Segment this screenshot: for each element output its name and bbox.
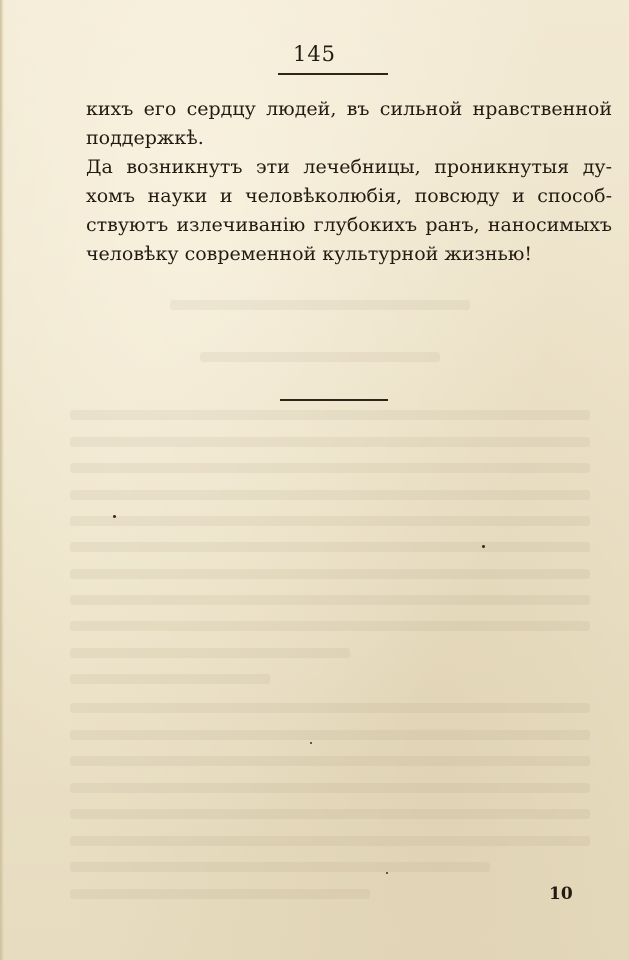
text-line: Да возникнутъ эти лечебницы, проникнутыя ду- bbox=[86, 156, 612, 178]
paragraph-continued bbox=[86, 95, 612, 153]
show-through-mark bbox=[70, 542, 590, 552]
show-through-mark bbox=[70, 889, 370, 899]
section-end-rule bbox=[280, 399, 388, 401]
show-through-mark bbox=[70, 410, 590, 420]
show-through-mark bbox=[70, 621, 590, 631]
show-through-mark bbox=[200, 352, 440, 362]
show-through-mark bbox=[70, 730, 590, 740]
show-through-mark bbox=[70, 703, 590, 713]
show-through-mark bbox=[70, 783, 590, 793]
text-line: человѣку современной культурной жизнью! bbox=[86, 243, 533, 265]
page-number: 145 bbox=[292, 42, 337, 66]
show-through-mark bbox=[70, 437, 590, 447]
text-line: ствуютъ излечиванію глубокихъ ранъ, наносимыхъ bbox=[86, 214, 612, 236]
show-through-mark bbox=[70, 463, 590, 473]
show-through-mark bbox=[70, 490, 590, 500]
ink-speck bbox=[310, 742, 312, 744]
ink-speck bbox=[113, 515, 116, 518]
text-line: кихъ его сердцу людей, въ сильной нравственной bbox=[86, 98, 612, 120]
text-line: хомъ науки и человѣколюбія, повсюду и способ- bbox=[86, 185, 612, 207]
show-through-mark bbox=[70, 836, 590, 846]
page-edge-shadow bbox=[0, 0, 4, 960]
show-through-mark bbox=[70, 862, 490, 872]
show-through-mark bbox=[170, 300, 470, 310]
ink-speck bbox=[482, 545, 485, 548]
show-through-mark bbox=[70, 648, 350, 658]
text-line: поддержкѣ. bbox=[86, 127, 204, 149]
show-through-mark bbox=[70, 674, 270, 684]
show-through-mark bbox=[70, 809, 590, 819]
ink-speck bbox=[386, 872, 388, 874]
paragraph-closing bbox=[86, 153, 612, 269]
show-through-mark bbox=[70, 516, 590, 526]
show-through-mark bbox=[70, 595, 590, 605]
header-rule bbox=[278, 73, 388, 75]
show-through-mark bbox=[70, 569, 590, 579]
show-through-mark bbox=[70, 756, 590, 766]
signature-mark: 10 bbox=[549, 884, 573, 904]
